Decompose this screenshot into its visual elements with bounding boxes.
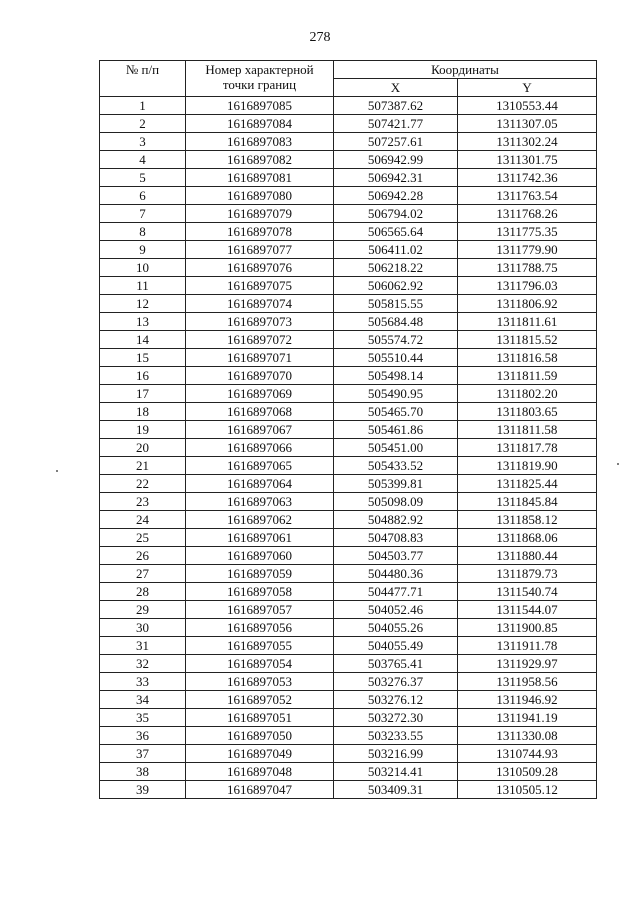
cell-y: 1311307.05 [458, 115, 597, 133]
cell-x: 507387.62 [334, 97, 458, 115]
cell-index: 21 [100, 457, 186, 475]
cell-point-number: 1616897057 [186, 601, 334, 619]
cell-y: 1311825.44 [458, 475, 597, 493]
table-body [100, 97, 597, 799]
cell-y: 1311819.90 [458, 457, 597, 475]
cell-point-number: 1616897050 [186, 727, 334, 745]
cell-index: 18 [100, 403, 186, 421]
table-row [100, 637, 597, 655]
cell-x: 506411.02 [334, 241, 458, 259]
cell-x: 505451.00 [334, 439, 458, 457]
cell-index: 38 [100, 763, 186, 781]
cell-point-number: 1616897060 [186, 547, 334, 565]
table-row [100, 691, 597, 709]
cell-x: 505399.81 [334, 475, 458, 493]
cell-point-number: 1616897068 [186, 403, 334, 421]
table-row [100, 601, 597, 619]
cell-y: 1311816.58 [458, 349, 597, 367]
cell-x: 505684.48 [334, 313, 458, 331]
table-row [100, 385, 597, 403]
cell-y: 1311815.52 [458, 331, 597, 349]
header-point-number-line2: точки границ [222, 77, 297, 92]
header-x: X [334, 79, 458, 97]
cell-y: 1311811.58 [458, 421, 597, 439]
cell-index: 31 [100, 637, 186, 655]
cell-point-number: 1616897059 [186, 565, 334, 583]
cell-index: 20 [100, 439, 186, 457]
cell-x: 506942.31 [334, 169, 458, 187]
cell-index: 11 [100, 277, 186, 295]
cell-index: 37 [100, 745, 186, 763]
cell-point-number: 1616897077 [186, 241, 334, 259]
cell-y: 1311879.73 [458, 565, 597, 583]
cell-x: 504480.36 [334, 565, 458, 583]
cell-y: 1310509.28 [458, 763, 597, 781]
cell-index: 5 [100, 169, 186, 187]
table-row [100, 295, 597, 313]
cell-point-number: 1616897058 [186, 583, 334, 601]
cell-point-number: 1616897047 [186, 781, 334, 799]
cell-point-number: 1616897076 [186, 259, 334, 277]
cell-point-number: 1616897053 [186, 673, 334, 691]
cell-x: 503216.99 [334, 745, 458, 763]
cell-index: 2 [100, 115, 186, 133]
cell-y: 1311811.61 [458, 313, 597, 331]
cell-x: 506942.99 [334, 151, 458, 169]
cell-index: 30 [100, 619, 186, 637]
cell-y: 1311302.24 [458, 133, 597, 151]
cell-y: 1311803.65 [458, 403, 597, 421]
cell-y: 1311796.03 [458, 277, 597, 295]
cell-x: 505498.14 [334, 367, 458, 385]
cell-point-number: 1616897079 [186, 205, 334, 223]
cell-point-number: 1616897062 [186, 511, 334, 529]
cell-index: 7 [100, 205, 186, 223]
table-row [100, 223, 597, 241]
cell-point-number: 1616897082 [186, 151, 334, 169]
table-row [100, 151, 597, 169]
cell-point-number: 1616897073 [186, 313, 334, 331]
cell-point-number: 1616897065 [186, 457, 334, 475]
cell-index: 6 [100, 187, 186, 205]
cell-index: 26 [100, 547, 186, 565]
cell-y: 1311802.20 [458, 385, 597, 403]
cell-point-number: 1616897085 [186, 97, 334, 115]
cell-point-number: 1616897083 [186, 133, 334, 151]
cell-x: 505815.55 [334, 295, 458, 313]
table-row [100, 529, 597, 547]
cell-y: 1311880.44 [458, 547, 597, 565]
table-row [100, 313, 597, 331]
cell-x: 503214.41 [334, 763, 458, 781]
table-row [100, 673, 597, 691]
cell-index: 35 [100, 709, 186, 727]
cell-index: 17 [100, 385, 186, 403]
cell-x: 503276.37 [334, 673, 458, 691]
table-row [100, 187, 597, 205]
cell-index: 3 [100, 133, 186, 151]
table-row [100, 727, 597, 745]
cell-x: 503276.12 [334, 691, 458, 709]
cell-point-number: 1616897080 [186, 187, 334, 205]
cell-x: 506218.22 [334, 259, 458, 277]
cell-y: 1311958.56 [458, 673, 597, 691]
cell-index: 16 [100, 367, 186, 385]
header-y: Y [458, 79, 597, 97]
cell-x: 504477.71 [334, 583, 458, 601]
cell-x: 506794.02 [334, 205, 458, 223]
cell-index: 14 [100, 331, 186, 349]
cell-y: 1311900.85 [458, 619, 597, 637]
coordinates-table [99, 60, 597, 799]
cell-index: 36 [100, 727, 186, 745]
table-row [100, 493, 597, 511]
cell-index: 33 [100, 673, 186, 691]
cell-y: 1311845.84 [458, 493, 597, 511]
cell-index: 9 [100, 241, 186, 259]
cell-y: 1311806.92 [458, 295, 597, 313]
cell-x: 505465.70 [334, 403, 458, 421]
cell-index: 24 [100, 511, 186, 529]
cell-index: 34 [100, 691, 186, 709]
cell-y: 1311868.06 [458, 529, 597, 547]
cell-point-number: 1616897051 [186, 709, 334, 727]
cell-y: 1311929.97 [458, 655, 597, 673]
table-row [100, 565, 597, 583]
cell-point-number: 1616897048 [186, 763, 334, 781]
cell-x: 506062.92 [334, 277, 458, 295]
cell-y: 1311540.74 [458, 583, 597, 601]
cell-index: 23 [100, 493, 186, 511]
cell-y: 1311858.12 [458, 511, 597, 529]
table-row [100, 349, 597, 367]
cell-x: 505461.86 [334, 421, 458, 439]
cell-x: 503233.55 [334, 727, 458, 745]
cell-x: 505574.72 [334, 331, 458, 349]
table-row [100, 781, 597, 799]
cell-index: 15 [100, 349, 186, 367]
cell-y: 1311301.75 [458, 151, 597, 169]
cell-point-number: 1616897078 [186, 223, 334, 241]
table-row [100, 403, 597, 421]
table-row [100, 133, 597, 151]
cell-index: 32 [100, 655, 186, 673]
cell-x: 504055.26 [334, 619, 458, 637]
header-coordinates: Координаты [334, 61, 597, 79]
cell-y: 1311544.07 [458, 601, 597, 619]
cell-point-number: 1616897067 [186, 421, 334, 439]
cell-y: 1311811.59 [458, 367, 597, 385]
cell-point-number: 1616897056 [186, 619, 334, 637]
cell-point-number: 1616897075 [186, 277, 334, 295]
scan-speck [56, 470, 58, 472]
table-row [100, 97, 597, 115]
table-row [100, 457, 597, 475]
cell-x: 503272.30 [334, 709, 458, 727]
cell-index: 25 [100, 529, 186, 547]
cell-point-number: 1616897061 [186, 529, 334, 547]
cell-y: 1311742.36 [458, 169, 597, 187]
cell-x: 504503.77 [334, 547, 458, 565]
cell-point-number: 1616897084 [186, 115, 334, 133]
cell-index: 29 [100, 601, 186, 619]
cell-point-number: 1616897072 [186, 331, 334, 349]
cell-y: 1310553.44 [458, 97, 597, 115]
table-row [100, 619, 597, 637]
cell-x: 504708.83 [334, 529, 458, 547]
cell-y: 1311775.35 [458, 223, 597, 241]
cell-index: 12 [100, 295, 186, 313]
cell-index: 27 [100, 565, 186, 583]
cell-y: 1311946.92 [458, 691, 597, 709]
cell-y: 1311779.90 [458, 241, 597, 259]
cell-x: 504052.46 [334, 601, 458, 619]
cell-point-number: 1616897052 [186, 691, 334, 709]
table-row [100, 547, 597, 565]
cell-y: 1311763.54 [458, 187, 597, 205]
cell-y: 1311768.26 [458, 205, 597, 223]
cell-index: 4 [100, 151, 186, 169]
cell-x: 505098.09 [334, 493, 458, 511]
cell-x: 507421.77 [334, 115, 458, 133]
table-row [100, 511, 597, 529]
table-row [100, 367, 597, 385]
cell-index: 1 [100, 97, 186, 115]
cell-point-number: 1616897069 [186, 385, 334, 403]
cell-y: 1310505.12 [458, 781, 597, 799]
cell-index: 13 [100, 313, 186, 331]
header-index: № п/п [100, 61, 186, 97]
cell-y: 1311911.78 [458, 637, 597, 655]
cell-x: 505433.52 [334, 457, 458, 475]
cell-x: 503409.31 [334, 781, 458, 799]
table-row [100, 583, 597, 601]
cell-point-number: 1616897049 [186, 745, 334, 763]
table-row [100, 259, 597, 277]
cell-x: 507257.61 [334, 133, 458, 151]
cell-point-number: 1616897074 [186, 295, 334, 313]
header-point-number [186, 61, 334, 97]
cell-index: 8 [100, 223, 186, 241]
cell-point-number: 1616897064 [186, 475, 334, 493]
table-row [100, 709, 597, 727]
cell-x: 506565.64 [334, 223, 458, 241]
table-row [100, 115, 597, 133]
cell-y: 1311788.75 [458, 259, 597, 277]
cell-point-number: 1616897055 [186, 637, 334, 655]
cell-y: 1311330.08 [458, 727, 597, 745]
cell-x: 504882.92 [334, 511, 458, 529]
table-row [100, 331, 597, 349]
table-row [100, 745, 597, 763]
cell-x: 505510.44 [334, 349, 458, 367]
cell-y: 1310744.93 [458, 745, 597, 763]
cell-x: 506942.28 [334, 187, 458, 205]
cell-point-number: 1616897063 [186, 493, 334, 511]
cell-x: 505490.95 [334, 385, 458, 403]
cell-index: 22 [100, 475, 186, 493]
cell-index: 28 [100, 583, 186, 601]
page-number: 278 [309, 30, 331, 45]
cell-x: 504055.49 [334, 637, 458, 655]
cell-point-number: 1616897070 [186, 367, 334, 385]
scan-speck [617, 463, 619, 465]
table-row [100, 205, 597, 223]
table-row [100, 241, 597, 259]
table-row [100, 655, 597, 673]
cell-point-number: 1616897071 [186, 349, 334, 367]
header-point-number-line1: Номер характерной [205, 62, 314, 77]
cell-x: 503765.41 [334, 655, 458, 673]
table-row [100, 421, 597, 439]
table-row [100, 475, 597, 493]
cell-index: 10 [100, 259, 186, 277]
cell-point-number: 1616897081 [186, 169, 334, 187]
cell-point-number: 1616897054 [186, 655, 334, 673]
cell-point-number: 1616897066 [186, 439, 334, 457]
cell-y: 1311817.78 [458, 439, 597, 457]
cell-index: 39 [100, 781, 186, 799]
table-row [100, 277, 597, 295]
cell-y: 1311941.19 [458, 709, 597, 727]
cell-index: 19 [100, 421, 186, 439]
table-row [100, 439, 597, 457]
table-row [100, 169, 597, 187]
table-row [100, 763, 597, 781]
